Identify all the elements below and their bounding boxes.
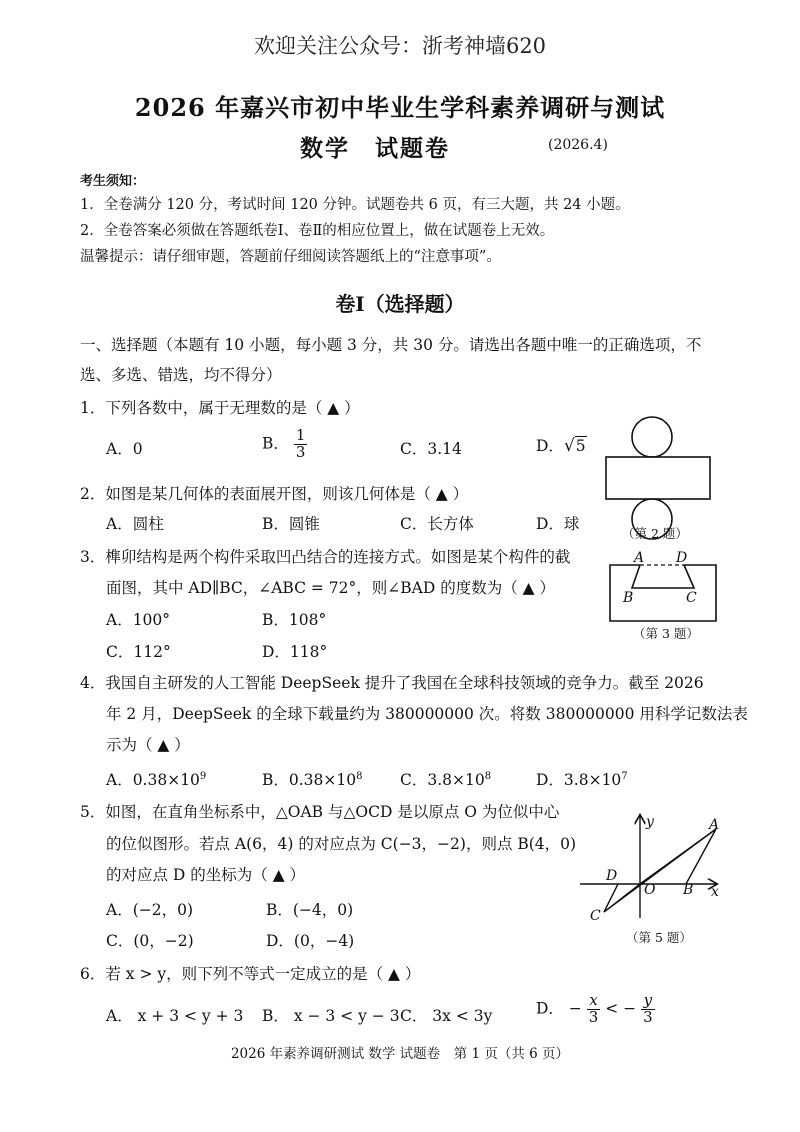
q3-option-a: A．100° [106, 611, 171, 629]
q2-net-figure [600, 415, 720, 530]
q4-option-c: C．$3.8\times 10^8$ [400, 770, 492, 789]
q5-option-b: B．(−4，0) [266, 901, 354, 919]
q5-option-d: D．(0，−4) [266, 932, 355, 950]
notice-line-2: 2．全卷答案必须做在答题纸卷Ⅰ、卷Ⅱ的相应位置上，做在试题卷上无效。 [80, 223, 555, 239]
q4-line-3: 示为（ ▲ ） [106, 736, 190, 754]
q5-option-a: A．(−2，0) [106, 901, 193, 919]
q2-option-d: D．球 [536, 515, 580, 533]
q4-option-a: A．$0.38\times 10^9$ [106, 770, 207, 789]
q1-stem: 1．下列各数中，属于无理数的是（ ▲ ） [80, 399, 360, 417]
q5-line-1: 5．如图，在直角坐标系中，△OAB 与△OCD 是以原点 O 为位似中心 [80, 803, 560, 821]
q2-option-b: B．圆锥 [262, 515, 320, 533]
part1-line-1: 一、选择题（本题有 10 小题，每小题 3 分，共 30 分。请选出各题中唯一的正确选项，不 [80, 336, 702, 354]
q5-label-d: D [606, 868, 618, 884]
q3-label-a: A [634, 550, 645, 566]
q1-option-a: A．0 [106, 440, 143, 458]
q3-caption: （第 3 题） [633, 626, 699, 641]
q4-line-1: 4．我国自主研发的人工智能 DeepSeek 提升了我国在全球科技领域的竞争力。截至 2026 [80, 674, 704, 692]
notice-line-1: 1．全卷满分 120 分，考试时间 120 分钟。试题卷共 6 页，有三大题，共 24 小题。 [80, 197, 630, 213]
q6-option-b: B． x − 3 < y − 3 [262, 1007, 400, 1025]
q3-label-d: D [676, 550, 688, 566]
q3-label-c: C [686, 590, 697, 606]
notice-line-3: 温馨提示：请仔细审题，答题前仔细阅读答题纸上的“注意事项”。 [80, 249, 501, 265]
exam-subtitle: 数学 试题卷 [300, 135, 450, 162]
q5-line-2: 的位似图形。若点 A(6，4) 的对应点为 C(−3，−2)，则点 B(4，0) [106, 835, 577, 853]
q3-option-c: C．112° [106, 643, 171, 661]
middle-rect [606, 457, 710, 499]
banner-text: 欢迎关注公众号：浙考神墙620 [253, 34, 547, 58]
q4-line-2: 年 2 月，DeepSeek 的全球下载量约为 380000000 次。将数 380000000 用科学记数法表 [106, 705, 748, 723]
q2-option-c: C．长方体 [400, 515, 474, 533]
q6-option-c: C． 3x < 3y [400, 1007, 493, 1025]
q2-option-a: A．圆柱 [106, 515, 164, 533]
exam-date: (2026.4) [548, 137, 608, 153]
q6-option-a: A． x + 3 < y + 3 [106, 1007, 244, 1025]
q3-line-2: 面图，其中 AD∥BC，∠ABC = 72°，则∠BAD 的度数为（ ▲ ） [106, 579, 555, 597]
q6-option-d: D． − $\frac{x}{3}$ < − $\frac{y}{3}$ [536, 991, 653, 1026]
q5-caption: （第 5 题） [626, 930, 692, 945]
q4-option-b: B．$0.38\times 10^8$ [262, 770, 363, 789]
q3-label-b: B [623, 590, 634, 606]
q5-label-c: C [590, 908, 601, 924]
q5-label-o: O [644, 882, 656, 898]
q6-stem: 6．若 x > y，则下列不等式一定成立的是（ ▲ ） [80, 965, 421, 983]
q5-label-y: y [646, 814, 654, 830]
q5-line-3: 的对应点 D 的坐标为（ ▲ ） [106, 866, 306, 884]
q5-label-a: A [709, 817, 720, 833]
q1-option-c: C．3.14 [400, 440, 462, 458]
q5-option-c: C．(0，−2) [106, 932, 194, 950]
part1-line-2: 选、多选、错选，均不得分） [80, 366, 282, 384]
q5-label-x: x [711, 884, 719, 900]
section-title: 卷Ⅰ（选择题） [335, 292, 465, 316]
q1-option-d: D．√5 [536, 436, 586, 456]
q2-stem: 2．如图是某几何体的表面展开图，则该几何体是（ ▲ ） [80, 485, 469, 503]
line-ca [604, 829, 716, 912]
top-circle [632, 417, 672, 457]
q5-label-b: B [683, 882, 694, 898]
q3-line-1: 3．榫卯结构是两个构件采取凹凸结合的连接方式。如图是某个构件的截 [80, 548, 571, 566]
notice-heading: 考生须知： [80, 174, 146, 189]
trapezoid-sides [632, 565, 694, 588]
q3-option-d: D．118° [262, 643, 328, 661]
exam-title: 2026 年嘉兴市初中毕业生学科素养调研与测试 [134, 93, 666, 122]
page-footer: 2026 年素养调研测试 数学 试题卷 第 1 页（共 6 页） [230, 1046, 570, 1062]
q3-option-b: B．108° [262, 611, 327, 629]
q2-caption: （第 2 题） [622, 526, 688, 541]
q1-option-b: B． $\frac{1}{3}$ [262, 426, 306, 461]
q4-option-d: D．$3.8\times 10^7$ [536, 770, 628, 789]
